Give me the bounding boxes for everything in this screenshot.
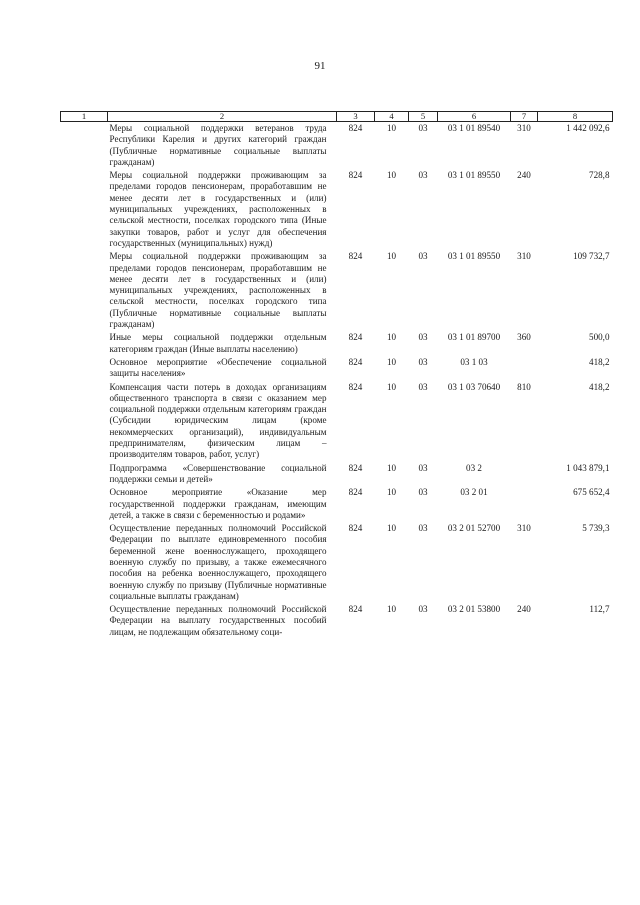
col-5-header: 5 <box>409 112 438 122</box>
cell-ministry-code: 824 <box>348 123 363 133</box>
cell-expense-type <box>511 486 538 522</box>
row-description: Меры социальной поддержки ветеранов труда Республики Карелия и других категорий граждан (Публичные нормативные социальные выплаты гражданам) <box>109 123 327 167</box>
cell-section: 10 <box>386 251 397 262</box>
row-index-cell <box>61 169 108 250</box>
budget-table <box>60 111 613 639</box>
cell-target-article: 03 1 01 89550 <box>447 170 501 181</box>
cell-section: 10 <box>386 381 397 392</box>
cell-amount: 418,2 <box>589 381 610 392</box>
cell-target-article: 03 2 01 <box>460 487 488 498</box>
row-description: Основное мероприятие «Оказание мер государственной поддержки гражданам, имеющим детей, а также в связи с беременностью и родами» <box>109 487 327 520</box>
row-description: Основное мероприятие «Обеспечение социальной защиты населения» <box>109 356 327 379</box>
table-row <box>61 356 613 381</box>
row-index-cell <box>61 603 108 639</box>
cell-expense-type: 310 <box>517 523 531 534</box>
col-1-header: 1 <box>61 112 108 122</box>
col-3-header: 3 <box>337 112 375 122</box>
cell-expense-type: 240 <box>517 604 531 615</box>
row-index-cell <box>61 522 108 603</box>
cell-ministry-code: 824 <box>348 487 363 498</box>
cell-amount: 109 732,7 <box>573 251 610 262</box>
table-row <box>61 603 613 639</box>
cell-section: 10 <box>386 123 397 133</box>
cell-target-article: 03 2 01 53800 <box>447 604 501 615</box>
cell-target-article: 03 1 01 89700 <box>447 332 501 343</box>
cell-target-article: 03 2 <box>466 462 482 473</box>
cell-target-article: 03 1 03 <box>460 356 488 367</box>
row-description: Компенсация части потерь в доходах организациям общественного транспорта в связи с оказанием мер социальной поддержки отдельным категориям граждан (Субсидии юридическим лицам (кроме некоммерческих организаций), индивидуальным предпринимателям, физическим лицам – производителям товаров, работ, услуг) <box>109 381 327 460</box>
col-4-header: 4 <box>375 112 409 122</box>
row-description: Осуществление переданных полномочий Российской Федерации по выплате единовременного пособия беременной жене военнослужащего, проходящего военную службу по призыву, а также ежемесячного пособия на ребенка военнослужащего, проходящего военную службу по призыву (Публичные нормативные социальные выплаты гражданам) <box>109 523 327 601</box>
row-index-cell <box>61 462 108 487</box>
cell-expense-type: 310 <box>517 123 531 133</box>
table-row <box>61 486 613 522</box>
column-number-header <box>61 112 613 122</box>
cell-amount: 418,2 <box>589 356 610 367</box>
cell-expense-type: 810 <box>517 381 531 392</box>
cell-subsection: 03 <box>418 170 428 181</box>
cell-subsection: 03 <box>418 462 428 473</box>
row-description: Осуществление переданных полномочий Российской Федерации на выплату государственных пособий лицам, не подлежащим обязательному соци- <box>109 604 327 637</box>
cell-subsection: 03 <box>418 356 428 367</box>
cell-expense-type: 310 <box>517 251 531 262</box>
row-index-cell <box>61 331 108 356</box>
table-row <box>61 381 613 462</box>
cell-target-article: 03 1 03 70640 <box>447 381 501 392</box>
cell-ministry-code: 824 <box>348 332 363 343</box>
cell-section: 10 <box>386 604 397 615</box>
cell-section: 10 <box>386 487 397 498</box>
cell-ministry-code: 824 <box>348 523 363 534</box>
cell-ministry-code: 824 <box>348 604 363 615</box>
cell-target-article: 03 1 01 89540 <box>447 123 501 133</box>
cell-ministry-code: 824 <box>348 381 363 392</box>
row-description: Подпрограмма «Совершенствование социальной поддержки семьи и детей» <box>109 462 327 484</box>
cell-subsection: 03 <box>418 123 428 133</box>
cell-target-article: 03 2 01 52700 <box>447 523 501 534</box>
cell-target-article: 03 1 01 89550 <box>447 251 501 262</box>
cell-amount: 500,0 <box>589 332 610 343</box>
cell-amount: 1 043 879,1 <box>566 462 610 473</box>
table-row <box>61 522 613 603</box>
row-index-cell <box>61 122 108 170</box>
cell-ministry-code: 824 <box>348 356 363 367</box>
cell-subsection: 03 <box>418 487 428 498</box>
cell-amount: 675 652,4 <box>573 487 610 498</box>
cell-expense-type: 360 <box>517 332 531 343</box>
row-index-cell <box>61 486 108 522</box>
cell-subsection: 03 <box>418 523 428 534</box>
table-row <box>61 462 613 487</box>
row-description: Меры социальной поддержки проживающим за пределами городов пенсионерам, проработавшим не менее десяти лет в государственных и (или) муниципальных учреждениях, расположенных в сельской местности, поселках городского типа (Иные закупки товаров, работ и услуг для обеспечения государственных (муниципальных) нужд) <box>109 170 327 248</box>
cell-subsection: 03 <box>418 251 428 262</box>
table-row <box>61 331 613 356</box>
page-number: 91 <box>314 60 326 72</box>
cell-expense-type <box>511 356 538 381</box>
table-row <box>61 122 613 170</box>
cell-subsection: 03 <box>418 604 428 615</box>
row-index-cell <box>61 250 108 331</box>
cell-ministry-code: 824 <box>348 251 363 262</box>
cell-section: 10 <box>386 462 397 473</box>
row-index-cell <box>61 356 108 381</box>
cell-amount: 728,8 <box>589 170 610 181</box>
row-description: Меры социальной поддержки проживающим за пределами городов пенсионерам, проработавшим не менее десяти лет в государственных и (или) муниципальных учреждениях, расположенных в сельской местности, поселках городского типа (Публичные нормативные социальные выплаты гражданам) <box>109 251 327 330</box>
cell-section: 10 <box>386 356 397 367</box>
cell-section: 10 <box>386 523 397 534</box>
col-6-header: 6 <box>438 112 511 122</box>
cell-section: 10 <box>386 332 397 343</box>
cell-expense-type <box>511 462 538 487</box>
cell-section: 10 <box>386 170 397 181</box>
cell-ministry-code: 824 <box>348 462 363 473</box>
cell-subsection: 03 <box>418 332 428 343</box>
cell-amount: 112,7 <box>589 604 610 615</box>
col-7-header: 7 <box>511 112 538 122</box>
cell-ministry-code: 824 <box>348 170 363 181</box>
cell-amount: 5 739,3 <box>582 523 610 534</box>
cell-expense-type: 240 <box>517 170 531 181</box>
col-8-header: 8 <box>538 112 613 122</box>
row-description: Иные меры социальной поддержки отдельным категориям граждан (Иные выплаты населению) <box>109 332 327 354</box>
cell-amount: 1 442 092,6 <box>566 123 610 133</box>
table-row <box>61 250 613 331</box>
table-row <box>61 169 613 250</box>
row-index-cell <box>61 381 108 462</box>
cell-subsection: 03 <box>418 381 428 392</box>
col-2-header: 2 <box>108 112 337 122</box>
